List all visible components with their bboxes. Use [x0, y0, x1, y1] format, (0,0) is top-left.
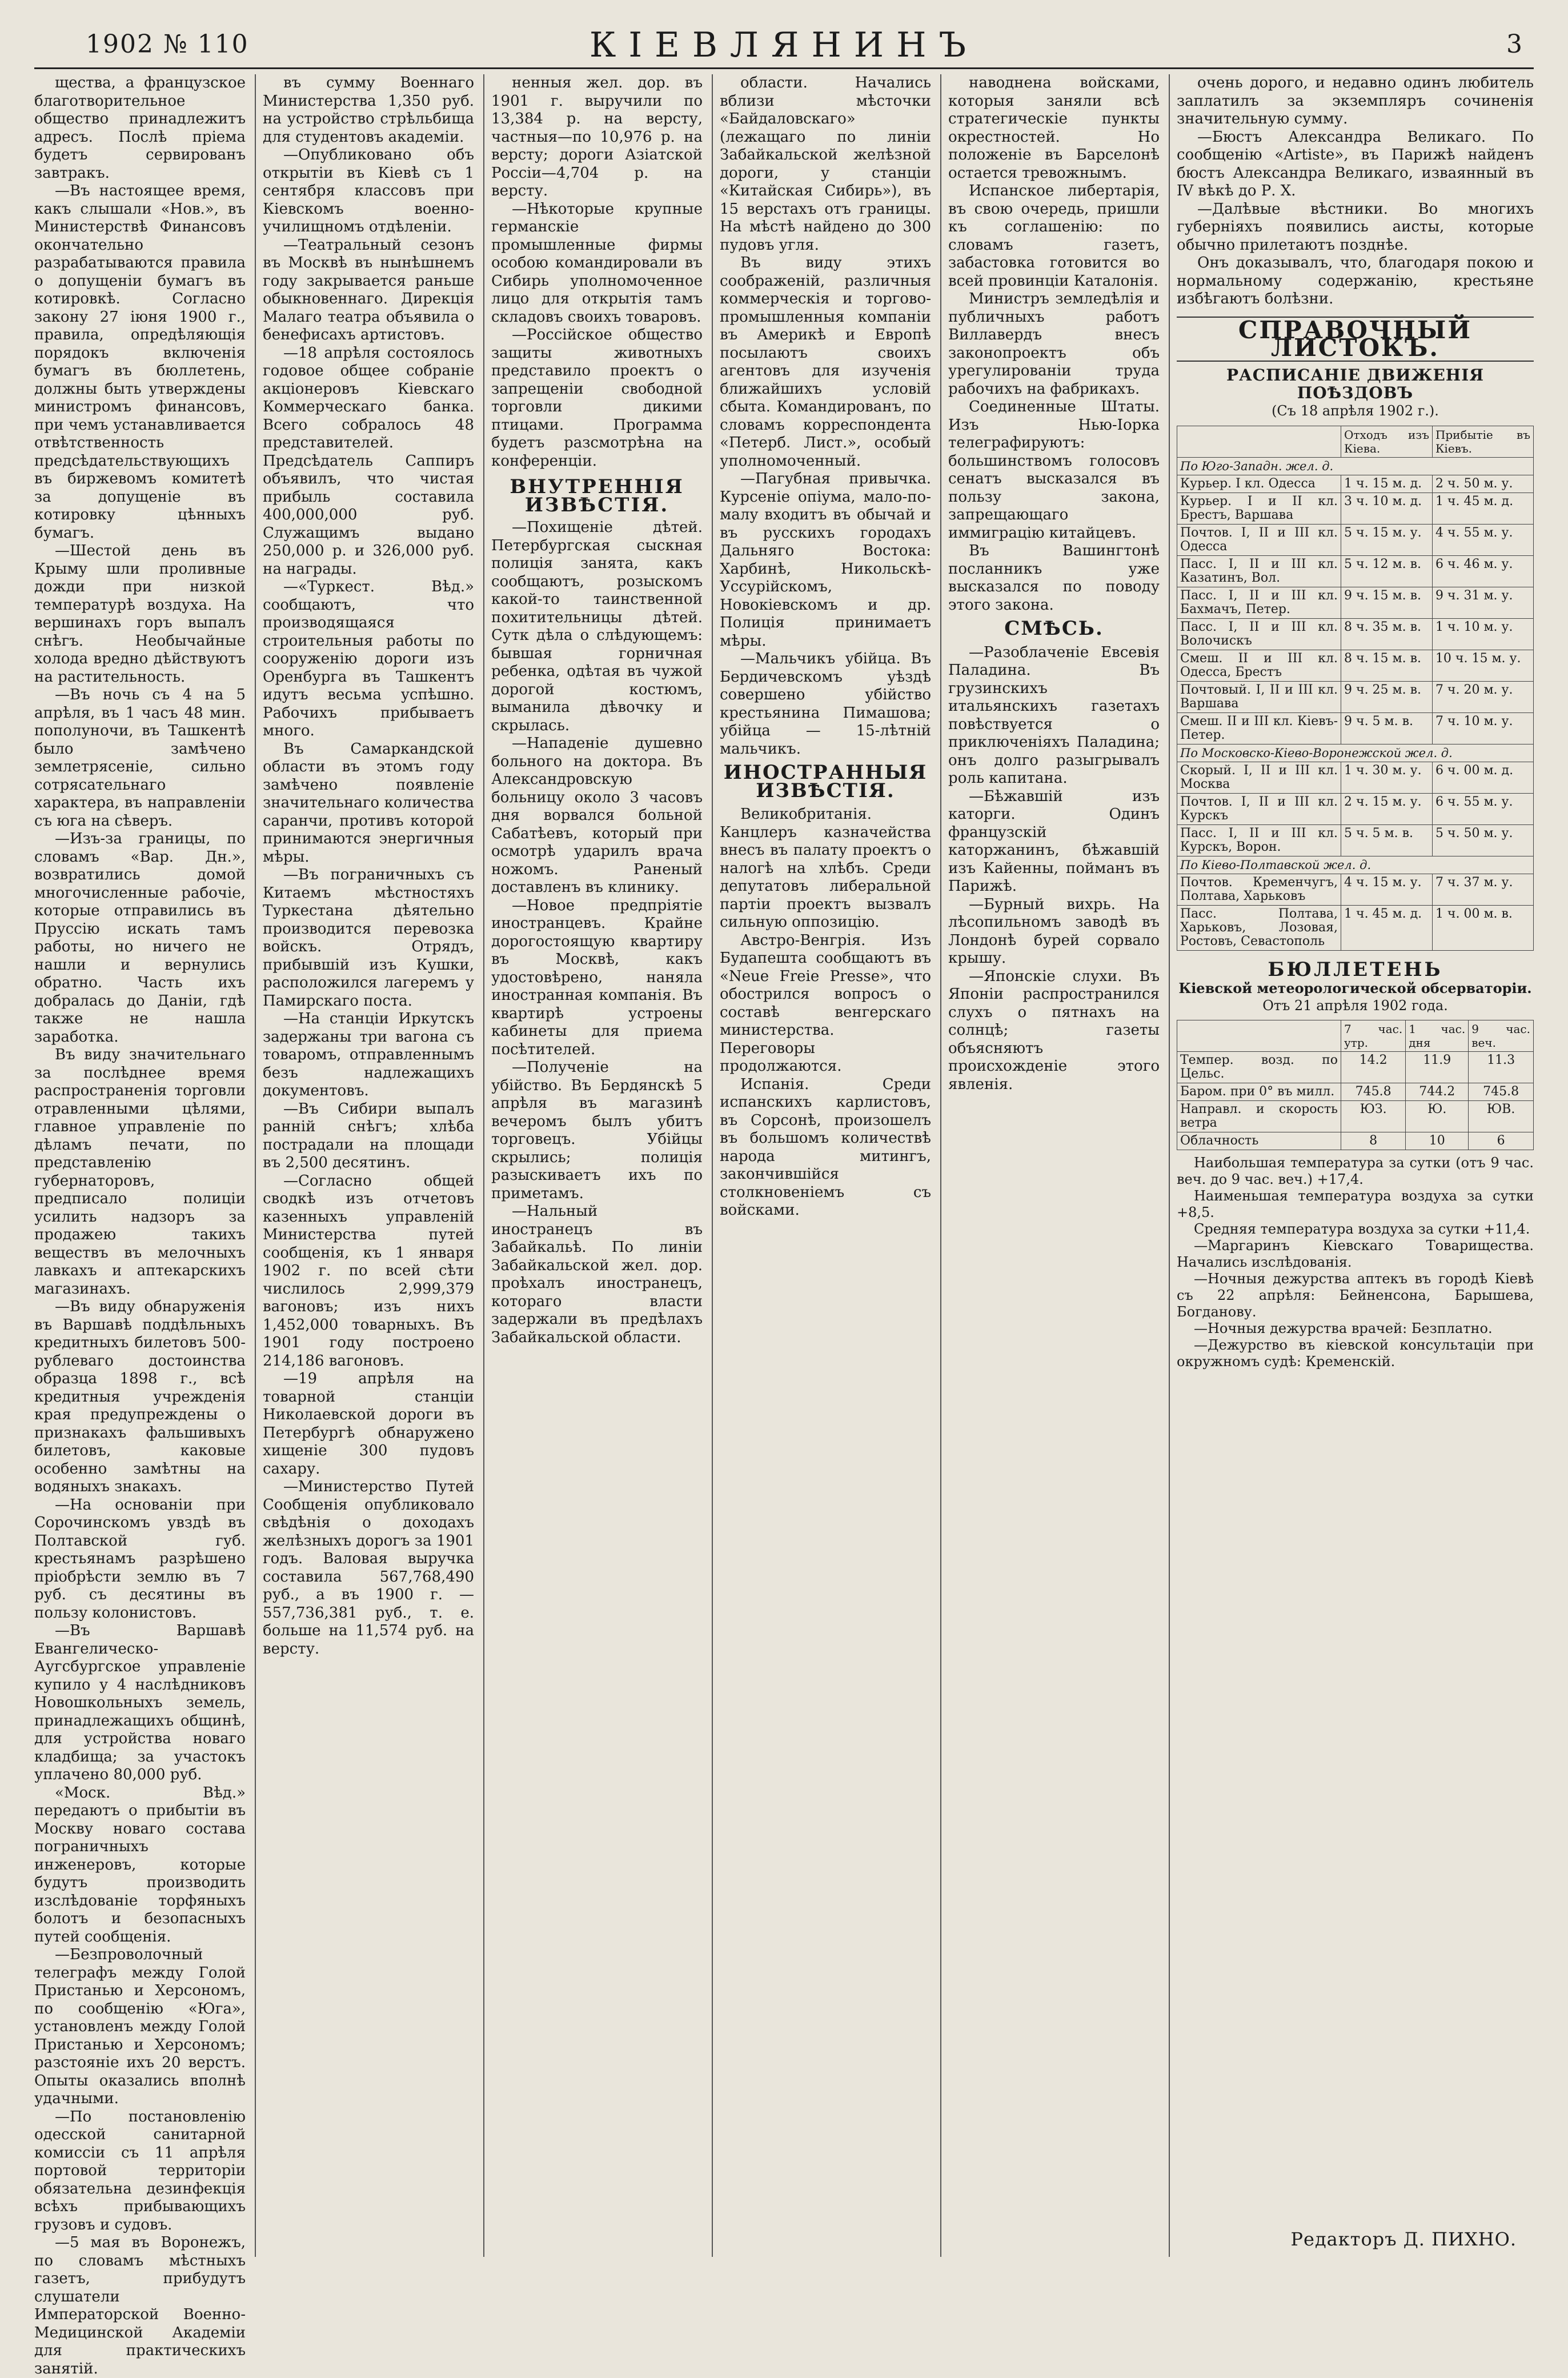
- timetable-arr: 10 ч. 15 м. у.: [1432, 650, 1533, 682]
- section-heading-domestic: ВНУТРЕННІЯ ИЗВѢСТІЯ.: [510, 475, 684, 517]
- timetable-train: Смеш. II и III кл. Кіевъ-Петер.: [1177, 713, 1341, 744]
- section-heading-foreign: ИНОСТРАННЫЯ ИЗВѢСТІЯ.: [723, 761, 928, 802]
- timetable-arr: 1 ч. 00 м. в.: [1432, 906, 1533, 951]
- timetable-dep: 9 ч. 25 м. в.: [1341, 682, 1433, 713]
- paragraph: области. Начались вблизи мѣсточки «Байдаловскаго» (лежащаго по линіи Забайкальской желѣзной дороги, у станціи «Китайская Сибирь»), въ 15 верстахъ отъ границы. На мѣстѣ найдено до 300 пудовъ угля.: [720, 74, 931, 254]
- timetable-body: [1177, 458, 1534, 951]
- column-separator: [1169, 74, 1170, 2257]
- editor-signature: Редакторъ Д. ПИХНО.: [1290, 2228, 1517, 2250]
- paragraph: —На станціи Иркутскъ задержаны три вагона съ товаромъ, отправленнымъ безъ надлежащихъ документовъ.: [263, 1010, 474, 1099]
- weather-value: 10: [1406, 1132, 1469, 1150]
- timetable-train: Пасс. I, II и III кл. Курскъ, Ворон.: [1177, 825, 1341, 856]
- table-row: [1177, 1100, 1534, 1132]
- timetable-arr: 7 ч. 37 м. у.: [1432, 874, 1533, 906]
- column-5: [948, 74, 1160, 2257]
- paragraph: «Моск. Вѣд.» передаютъ о прибытіи въ Москву новаго состава пограничныхъ инженеровъ, которые будутъ производить изслѣдованіе торфяныхъ болотъ и безопасныхъ путей сообщенія.: [34, 1784, 246, 1945]
- timetable-dep: 1 ч. 15 м. д.: [1341, 475, 1433, 493]
- timetable-group: [1177, 744, 1534, 762]
- paragraph: —Японскіе слухи. Въ Японіи распространился слухъ о пятнахъ на солнцѣ; газеты объясняютъ происхожденіе этого явленія.: [948, 967, 1160, 1093]
- column-3: [491, 74, 703, 2257]
- reference-sheet-title: СПРАВОЧНЫЙ ЛИСТОКЪ.: [1177, 317, 1534, 362]
- paragraph: —5 мая въ Воронежъ, по словамъ мѣстныхъ газетъ, прибудутъ слушатели Императорской Военно-Медицинской Академіи для практическихъ занятій.: [34, 2234, 246, 2377]
- weather-table: [1177, 1020, 1534, 1150]
- bulletin-note: —Ночныя дежурства аптекъ въ городѣ Кіевѣ съ 22 апрѣля: Бейненсона, Барышева, Богданову.: [1177, 1270, 1534, 1320]
- weather-label: Темпер. возд. по Цельс.: [1177, 1051, 1341, 1083]
- timetable-train: Скорый. I, II и III кл. Москва: [1177, 762, 1341, 794]
- paragraph: Испанія. Среди испанскихъ карлистовъ, въ Сорсонѣ, произошелъ въ большомъ количествѣ народа митингъ, закончившійся столкновеніемъ съ войсками.: [720, 1075, 931, 1219]
- timetable-train: Смеш. II и III кл. Одесса, Брестъ: [1177, 650, 1341, 682]
- column-4: [720, 74, 931, 2257]
- table-row: [1177, 493, 1534, 525]
- column-6: [1177, 74, 1534, 2257]
- paragraph: —Въ ночь съ 4 на 5 апрѣля, въ 1 часъ 48 мин. пополуночи, въ Ташкентѣ было замѣчено землетрясеніе, сильно сотрясательнаго характера, въ направленіи съ юга на сѣверъ.: [34, 686, 246, 830]
- paragraph: Соединенные Штаты. Изъ Нью-Іорка телеграфируютъ: большинствомъ голосовъ сенатъ высказался въ пользу закона, запрещающаго иммиграцію китайцевъ.: [948, 398, 1160, 542]
- timetable-arr: 1 ч. 10 м. у.: [1432, 619, 1533, 650]
- table-row: [1177, 650, 1534, 682]
- weather-body: [1177, 1051, 1534, 1150]
- bulletin-note: —Ночныя дежурства врачей: Безплатно.: [1194, 1320, 1493, 1336]
- paragraph: наводнена войсками, которыя заняли всѣ стратегическіе пункты окрестностей. Но положеніе въ Барселонѣ остается тревожнымъ.: [948, 74, 1160, 182]
- column-separator: [255, 74, 256, 2257]
- paragraph: —18 апрѣля состоялось годовое общее собраніе акціонеровъ Кіевскаго Коммерческаго банка. Всего собралось 48 представителей. Предсѣдатель Саппиръ объявилъ, что чистая прибыль составила 400,000,000 руб. Служащимъ выдано 250,000 р. и 326,000 руб. на награды.: [263, 344, 474, 578]
- timetable-dep: 8 ч. 35 м. в.: [1341, 619, 1433, 650]
- paragraph: очень дорого, и недавно одинъ любитель заплатилъ за экземпляръ сочиненія значительную сумму.: [1177, 74, 1534, 127]
- weather-value: ЮЗ.: [1341, 1100, 1406, 1132]
- paragraph: —Разоблаченіе Евсевія Паладина. Въ грузинскихъ итальянскихъ газетахъ повѣствуется о приключеніяхъ Паладина; онъ долго разыгрывалъ роль капитана.: [948, 643, 1160, 787]
- paragraph: ненныя жел. дор. въ 1901 г. выручили по 13,384 р. на версту, частныя—по 10,976 р. на версту; дороги Азіатской Россіи—4,704 р. на версту.: [491, 74, 703, 199]
- timetable-arr: 6 ч. 46 м. у.: [1432, 556, 1533, 587]
- timetable-dep: 3 ч. 10 м. д.: [1341, 493, 1433, 525]
- paragraph: щества, а французское благотворительное общество принадлежитъ адресъ. Послѣ пріема будетъ сервированъ завтракъ.: [34, 74, 246, 182]
- paragraph: —Въ Сибири выпалъ ранній снѣгъ; хлѣба пострадали на площади въ 2,500 десятинъ.: [263, 1100, 474, 1171]
- paragraph: Министръ земледѣлія и публичныхъ работъ Виллавердъ внесъ законопроектъ объ урегулированіи труда рабочихъ на фабрикахъ.: [948, 290, 1160, 398]
- timetable-group: [1177, 458, 1534, 475]
- paragraph: —Въ пограничныхъ съ Китаемъ мѣстностяхъ Туркестана дѣятельно производится перевозка войскъ. Отрядъ, прибывшій изъ Кушки, расположился лагеремъ у Памирскаго поста.: [263, 866, 474, 1010]
- table-row: [1177, 475, 1534, 493]
- timetable-dep: 8 ч. 15 м. в.: [1341, 650, 1433, 682]
- weather-value: 745.8: [1341, 1083, 1406, 1100]
- timetable-train: Почтов. I, II и III кл. Одесса: [1177, 525, 1341, 556]
- paragraph: —Нѣкоторые крупные германскіе промышленные фирмы особою командировали въ Сибирь уполномоченное лицо для открытія тамъ складовъ своихъ товаровъ.: [491, 200, 703, 326]
- timetable-arr: 2 ч. 50 м. у.: [1432, 475, 1533, 493]
- paragraph: Великобританія. Канцлеръ казначейства внесъ въ палату проектъ о налогѣ на хлѣбъ. Среди депутатовъ либеральной партіи проектъ вызвалъ сильную оппозицію.: [720, 806, 931, 931]
- paragraph: —По постановленію одесской санитарной комиссіи съ 11 апрѣля портовой территоріи обязательна дезинфекція всѣхъ прибывающихъ грузовъ и судовъ.: [34, 2108, 246, 2233]
- paragraph: Въ виду этихъ соображеній, различныя коммерческія и торгово-промышленныя компаніи въ Америкѣ и Европѣ посылаютъ своихъ агентовъ для изученія ближайшихъ условій сбыта. Командированъ, по словамъ корреспондента «Петерб. Лист.», особый уполномоченный.: [720, 254, 931, 470]
- bulletin-note: —Маргаринъ Кіевскаго Товарищества. Начались изслѣдованія.: [1177, 1237, 1534, 1270]
- paragraph: —Новое предпріятіе иностранцевъ. Крайне дорогостоящую квартиру въ Москвѣ, какъ удостовѣрено, наняла иностранная компанія. Въ квартирѣ устроены кабинеты для приема посѣтителей.: [491, 896, 703, 1058]
- timetable-group-name: По Московско-Кіево-Воронежской жел. д.: [1177, 744, 1534, 762]
- paragraph: —Шестой день въ Крыму шли проливные дожди при низкой температурѣ воздуха. На вершинахъ горъ выпалъ снѣгъ. Необычайные холода вредно дѣйствуютъ на растительность.: [34, 542, 246, 686]
- timetable-arr: 4 ч. 55 м. у.: [1432, 525, 1533, 556]
- paragraph: —Изъ-за границы, по словамъ «Вар. Дн.», возвратились домой многочисленные рабочіе, которые отправились въ Пруссію искать тамъ работы, но ничего не нашли и вернулись обратно. Часть ихъ добралась до Даніи, гдѣ также не нашла заработка.: [34, 830, 246, 1046]
- table-row: [1177, 874, 1534, 906]
- paragraph: —Пагубная привычка. Курсеніе опіума, мало-по-малу входитъ въ обычай и въ русскихъ городахъ Дальняго Востока: Харбинѣ, Никольскѣ-Уссурійскомъ, Новокіевскомъ и др. Полиція принимаетъ мѣры.: [720, 470, 931, 650]
- timetable-arr: 5 ч. 50 м. у.: [1432, 825, 1533, 856]
- table-header: [1177, 1020, 1341, 1051]
- bulletin-note: Наименьшая температура воздуха за сутки +8,5.: [1177, 1187, 1534, 1220]
- weather-label: Направл. и скорость ветра: [1177, 1100, 1341, 1132]
- weather-value: 745.8: [1469, 1083, 1534, 1100]
- timetable-train: Пасс. I, II и III кл. Казатинъ, Вол.: [1177, 556, 1341, 587]
- table-header: 9 час. веч.: [1469, 1020, 1534, 1051]
- timetable-date: (Съ 18 апрѣля 1902 г.).: [1272, 402, 1439, 419]
- paragraph: Въ виду значительнаго за послѣднее время распространенія торговли отравленными цѣлями, главное управленіе по дѣламъ печати, по представленію губернаторовъ, предписало полиціи усилить надзоръ за продажею такихъ веществъ въ мелочныхъ лавкахъ и аптекарскихъ магазинахъ.: [34, 1046, 246, 1298]
- timetable-dep: 4 ч. 15 м. у.: [1341, 874, 1433, 906]
- timetable-dep: 9 ч. 5 м. в.: [1341, 713, 1433, 744]
- table-row: [1177, 556, 1534, 587]
- timetable-group: [1177, 856, 1534, 874]
- timetable-train: Почтов. Кременчугъ, Полтава, Харьковъ: [1177, 874, 1341, 906]
- table-row: [1177, 1051, 1534, 1083]
- paragraph: —Министерство Путей Сообщенія опубликовало свѣдѣнія о доходахъ желѣзныхъ дорогъ за 1901 годъ. Валовая выручка составила 567,768,490 руб., а въ 1900 г. — 557,736,381 руб., т. е. больше на 11,574 руб. на версту.: [263, 1478, 474, 1658]
- page-number: 3: [1506, 30, 1522, 59]
- paragraph: —Безпроволочный телеграфъ между Голой Пристанью и Херсономъ, по сообщенію «Юга», установленъ между Голой Пристанью и Херсономъ; разстояніе ихъ 20 верстъ. Опыты оказались вполнѣ удачными.: [34, 1946, 246, 2107]
- weather-notes: [1177, 1155, 1534, 1370]
- weather-value: 6: [1469, 1132, 1534, 1150]
- paragraph: —Въ настоящее время, какъ слышали «Нов.», въ Министерствѣ Финансовъ окончательно разрабатываются правила о допущеніи бумагъ въ котировкѣ. Согласно закону 27 іюня 1900 г., правила, опредѣляющія порядокъ включенія бумагъ въ бюллетень, должны быть утверждены министромъ финансовъ, при чемъ устанавливается отвѣтственность предсѣдательствующихъ въ биржевомъ комитетѣ за допущеніе въ котировку цѣнныхъ бумагъ.: [34, 182, 246, 542]
- table-row: [1177, 713, 1534, 744]
- paragraph: —Россійское общество защиты животныхъ представило проектъ о запрещеніи свободной торговли дикими птицами. Программа будетъ разсмотрѣна на конференціи.: [491, 326, 703, 470]
- table-row: [1177, 794, 1534, 825]
- timetable-arr: 7 ч. 10 м. у.: [1432, 713, 1533, 744]
- paragraph: —Согласно общей сводкѣ изъ отчетовъ казенныхъ управленій Министерства путей сообщенія, къ 1 января 1902 г. по всей сѣти числилось 2,999,379 вагоновъ; изъ нихъ 1,452,000 товарныхъ. Въ 1901 году построено 214,186 вагоновъ.: [263, 1172, 474, 1370]
- masthead: [34, 23, 1534, 63]
- timetable-dep: 2 ч. 15 м. у.: [1341, 794, 1433, 825]
- table-row: [1177, 619, 1534, 650]
- timetable-train: Пасс. Полтава, Харьковъ, Лозовая, Ростовъ, Севастополь: [1177, 906, 1341, 951]
- table-header: Прибытіе въ Кіевъ.: [1432, 426, 1533, 458]
- table-row: [1177, 762, 1534, 794]
- timetable-group-name: По Юго-Западн. жел. д.: [1177, 458, 1534, 475]
- paragraph: Австро-Венгрія. Изъ Будапешта сообщаютъ въ «Neue Freie Presse», что обострился вопросъ о составѣ венгерскаго министерства. Переговоры продолжаются.: [720, 931, 931, 1075]
- bulletin-note: Наибольшая температура за сутки (отъ 9 час. веч. до 9 час. веч.) +17,4.: [1177, 1154, 1534, 1187]
- train-timetable: [1177, 426, 1534, 951]
- paragraph: —Бурный вихрь. На лѣсопильномъ заводѣ въ Лондонѣ бурей сорвало крышу.: [948, 895, 1160, 967]
- paragraph: Въ Самаркандской области въ этомъ году замѣчено появленіе значительнаго количества саранчи, противъ которой принимаются энергичныя мѣры.: [263, 740, 474, 866]
- paragraph: —Опубликовано объ открытіи въ Кіевѣ съ 1 сентября классовъ при Кіевскомъ военно-училищномъ отдѣленіи.: [263, 146, 474, 235]
- paragraph: —Театральный сезонъ въ Москвѣ въ нынѣшнемъ году закрывается раньше обыкновеннаго. Дирекція Малаго театра объявила о бенефисахъ артистовъ.: [263, 236, 474, 343]
- issue-number: 1902 № 110: [86, 30, 249, 59]
- weather-value: 8: [1341, 1132, 1406, 1150]
- paragraph: —Бюстъ Александра Великаго. По сообщенію «Artiste», въ Парижѣ найденъ бюстъ Александра Великаго, изваянный въ IV вѣкѣ до Р. X.: [1177, 128, 1534, 199]
- timetable-arr: 7 ч. 20 м. у.: [1432, 682, 1533, 713]
- table-row: [1177, 1132, 1534, 1150]
- table-header: [1177, 426, 1341, 458]
- paragraph: —19 апрѣля на товарной станціи Николаевской дороги въ Петербургѣ обнаружено хищеніе 300 пудовъ сахару.: [263, 1370, 474, 1478]
- timetable-dep: 5 ч. 5 м. в.: [1341, 825, 1433, 856]
- timetable-arr: 6 ч. 00 м. д.: [1432, 762, 1533, 794]
- table-row: [1177, 825, 1534, 856]
- column-separator: [940, 74, 941, 2257]
- table-row: [1177, 587, 1534, 619]
- timetable-title: РАСПИСАНІЕ ДВИЖЕНІЯ ПОѢЗДОВЪ: [1226, 365, 1485, 402]
- paragraph: —Нальный иностранецъ въ Забайкальѣ. По линіи Забайкальской жел. дор. проѣхалъ иностранецъ, котораго власти задержали въ предѣлахъ Забайкальской области.: [491, 1203, 703, 1346]
- timetable-train: Курьер. I кл. Одесса: [1177, 475, 1341, 493]
- table-header: 1 час. дня: [1406, 1020, 1469, 1051]
- column-separator: [712, 74, 713, 2257]
- column-2: [263, 74, 474, 2257]
- timetable-arr: 9 ч. 31 м. у.: [1432, 587, 1533, 619]
- timetable-train: Пасс. I, II и III кл. Волочискъ: [1177, 619, 1341, 650]
- table-header: Отходъ изъ Кіева.: [1341, 426, 1433, 458]
- timetable-dep: 1 ч. 30 м. у.: [1341, 762, 1433, 794]
- table-row: [1177, 1083, 1534, 1100]
- bulletin-note: —Дежурство въ кіевской консультаціи при окружномъ судѣ: Кременскій.: [1177, 1336, 1534, 1370]
- column-1: [34, 74, 246, 2377]
- column-separator: [483, 74, 484, 2257]
- weather-value: 14.2: [1341, 1051, 1406, 1083]
- timetable-train: Пасс. I, II и III кл. Бахмачъ, Петер.: [1177, 587, 1341, 619]
- timetable-dep: 5 ч. 12 м. в.: [1341, 556, 1433, 587]
- weather-value: 11.3: [1469, 1051, 1534, 1083]
- paragraph: —Похищеніе дѣтей. Петербургская сыскная полиція занята, какъ сообщаютъ, розыскомъ какой-то таинственной похитительницы дѣтей. Сутк дѣла о слѣдующемъ: бывшая горничная ребенка, одѣтая въ чужой дорогой костюмъ, выманила дѣвочку и скрылась.: [491, 519, 703, 734]
- timetable-dep: 5 ч. 15 м. у.: [1341, 525, 1433, 556]
- section-heading-misc: СМѢСЬ.: [1004, 617, 1104, 640]
- timetable-arr: 1 ч. 45 м. д.: [1432, 493, 1533, 525]
- masthead-rule: [34, 67, 1534, 69]
- newspaper-title: КІЕВЛЯНИНЪ: [589, 25, 979, 65]
- weather-label: Облачность: [1177, 1132, 1341, 1150]
- bulletin-note: Средняя температура воздуха за сутки +11,4.: [1194, 1220, 1530, 1237]
- table-row: [1177, 906, 1534, 951]
- weather-value: 11.9: [1406, 1051, 1469, 1083]
- paragraph: —На основаніи при Сорочинскомъ увздѣ въ Полтавской губ. крестьянамъ разрѣшено пріобрѣсти землю въ 7 руб. съ десятины въ пользу колонистовъ.: [34, 1496, 246, 1622]
- weather-value: Ю.: [1406, 1100, 1469, 1132]
- paragraph: —Мальчикъ убійца. Въ Бердичевскомъ уѣздѣ совершено убійство крестьянина Пимашова; убійца — 15-лѣтній мальчикъ.: [720, 650, 931, 758]
- table-row: [1177, 682, 1534, 713]
- paragraph: Онъ доказывалъ, что, благодаря покою и нормальному содержанію, крестьяне избѣгаютъ болѣзни.: [1177, 254, 1534, 307]
- paragraph: —Въ виду обнаруженія въ Варшавѣ поддѣльныхъ кредитныхъ билетовъ 500-рублеваго достоинства образца 1898 г., всѣ кредитныя учрежденія края предупреждены о признакахъ фальшивыхъ билетовъ, каковые особенно замѣтны на водяныхъ знакахъ.: [34, 1298, 246, 1495]
- bulletin-subtitle: Кіевской метеорологической обсерваторіи.: [1178, 979, 1532, 996]
- timetable-arr: 6 ч. 55 м. у.: [1432, 794, 1533, 825]
- weather-value: ЮВ.: [1469, 1100, 1534, 1132]
- paragraph: —Бѣжавшій изъ каторги. Одинъ французскій каторжанинъ, бѣжавшій изъ Кайенны, пойманъ въ Парижѣ.: [948, 787, 1160, 895]
- timetable-group-name: По Кіево-Полтавской жел. д.: [1177, 856, 1534, 874]
- timetable-train: Почтов. I, II и III кл. Курскъ: [1177, 794, 1341, 825]
- timetable-dep: 1 ч. 45 м. д.: [1341, 906, 1433, 951]
- paragraph: —«Туркест. Вѣд.» сообщаютъ, что производящаяся строительныя работы по сооруженію дороги изъ Оренбурга въ Ташкентъ идутъ весьма успѣшно. Рабочихъ прибываетъ много.: [263, 578, 474, 739]
- timetable-train: Почтовый. I, II и III кл. Варшава: [1177, 682, 1341, 713]
- paragraph: —Полученіе на убійство. Въ Бердянскѣ 5 апрѣля въ магазинѣ вечеромъ былъ убитъ торговецъ. Убійцы скрылись; полиція разыскиваетъ ихъ по приметамъ.: [491, 1059, 703, 1202]
- paragraph: —Въ Варшавѣ Евангелическо-Аугсбургское управленіе купило у 4 наслѣдниковъ Новошкольныхъ земель, принадлежащихъ общинѣ, для устройства новаго кладбища; за участокъ уплачено 80,000 руб.: [34, 1622, 246, 1783]
- weather-label: Баром. при 0° въ милл.: [1177, 1083, 1341, 1100]
- timetable-dep: 9 ч. 15 м. в.: [1341, 587, 1433, 619]
- weather-value: 744.2: [1406, 1083, 1469, 1100]
- paragraph: Въ Вашингтонѣ посланникъ уже высказался по поводу этого закона.: [948, 542, 1160, 614]
- paragraph: —Далѣвые вѣстники. Во многихъ губерніяхъ появились аисты, которые обычно прилетаютъ позднѣе.: [1177, 200, 1534, 254]
- paragraph: въ сумму Военнаго Министерства 1,350 руб. на устройство стрѣльбища для студентовъ академіи.: [263, 74, 474, 146]
- paragraph: Испанское либертарія, въ свою очередь, пришли къ соглашенію: по словамъ газетъ, забастовка готовится во всей провинціи Каталонія.: [948, 182, 1160, 290]
- paragraph: —Нападеніе душевно больного на доктора. Въ Александровскую больницу около 3 часовъ дня ворвался больной Сабатѣевъ, который при осмотрѣ ударилъ врача ножомъ. Раненый доставленъ въ клинику.: [491, 735, 703, 896]
- bulletin-date: Отъ 21 апрѣля 1902 года.: [1262, 998, 1448, 1014]
- timetable-train: Курьер. I и II кл. Брестъ, Варшава: [1177, 493, 1341, 525]
- bulletin-title: БЮЛЛЕТЕНЬ: [1268, 958, 1443, 981]
- table-row: [1177, 525, 1534, 556]
- table-header: 7 час. утр.: [1341, 1020, 1406, 1051]
